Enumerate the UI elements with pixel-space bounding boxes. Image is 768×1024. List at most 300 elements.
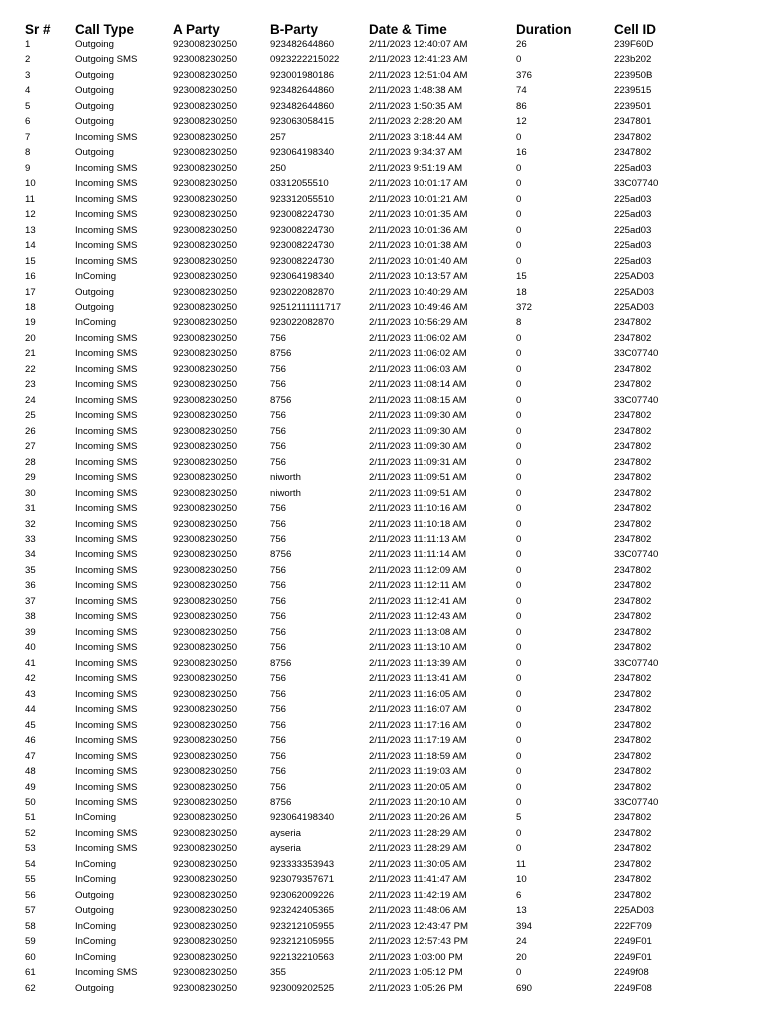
- call-type-cell: InComing: [75, 812, 117, 824]
- date-time-cell: 2/11/2023 11:13:39 AM: [369, 657, 467, 669]
- a-party-cell: 923008230250: [173, 936, 238, 948]
- b-party-cell: 756: [270, 425, 287, 437]
- table-row: [0, 903, 768, 918]
- call-type-cell: Outgoing: [75, 39, 114, 50]
- a-party-cell: 923008230250: [173, 874, 238, 886]
- table-row: [0, 810, 768, 825]
- a-party-cell: 923008230250: [173, 394, 238, 406]
- date-time-cell: 2/11/2023 11:20:05 AM: [369, 781, 467, 793]
- a-party-cell: 923008230250: [173, 487, 238, 499]
- sr-cell: 27: [25, 441, 36, 453]
- a-party-cell: 923008230250: [173, 503, 238, 515]
- b-party-cell: 922132210563: [270, 951, 335, 963]
- table-row: [0, 331, 768, 346]
- sr-cell: 61: [25, 967, 36, 979]
- table-row: [0, 393, 768, 408]
- a-party-cell: 923008230250: [173, 905, 238, 917]
- sr-cell: 11: [25, 193, 35, 205]
- call-type-cell: Outgoing: [75, 286, 114, 298]
- date-time-cell: 2/11/2023 11:10:18 AM: [369, 518, 467, 530]
- header-a-party: A Party: [173, 22, 220, 37]
- table-row: [0, 965, 768, 980]
- a-party-cell: 923008230250: [173, 379, 238, 391]
- a-party-cell: 923008230250: [173, 580, 238, 592]
- call-type-cell: Incoming SMS: [75, 580, 138, 592]
- b-party-cell: 756: [270, 626, 287, 638]
- duration-cell: 0: [516, 456, 522, 468]
- sr-cell: 39: [25, 626, 36, 638]
- call-type-cell: Outgoing: [75, 889, 114, 901]
- call-type-cell: InComing: [75, 271, 117, 283]
- cell-id-cell: 2347802: [614, 704, 652, 716]
- call-type-cell: InComing: [75, 951, 117, 963]
- duration-cell: 0: [516, 534, 522, 545]
- b-party-cell: 756: [270, 673, 287, 685]
- table-body: [0, 37, 768, 996]
- b-party-cell: 756: [270, 611, 287, 623]
- a-party-cell: 923008230250: [173, 69, 238, 81]
- a-party-cell: 923008230250: [173, 735, 238, 747]
- duration-cell: 20: [516, 951, 527, 963]
- b-party-cell: 756: [270, 688, 287, 700]
- date-time-cell: 2/11/2023 11:09:31 AM: [369, 456, 467, 468]
- duration-cell: 0: [516, 162, 522, 174]
- date-time-cell: 2/11/2023 12:41:23 AM: [369, 54, 468, 66]
- table-row: [0, 532, 768, 547]
- date-time-cell: 2/11/2023 10:01:40 AM: [369, 255, 468, 267]
- sr-cell: 38: [25, 611, 36, 623]
- cell-id-cell: 2239501: [614, 100, 652, 112]
- b-party-cell: 923212105955: [270, 920, 335, 932]
- duration-cell: 0: [516, 363, 522, 375]
- table-row: [0, 207, 768, 222]
- b-party-cell: 756: [270, 534, 287, 545]
- table-row: [0, 501, 768, 516]
- date-time-cell: 2/11/2023 11:19:03 AM: [369, 766, 467, 778]
- call-type-cell: Incoming SMS: [75, 967, 138, 979]
- date-time-cell: 2/11/2023 12:40:07 AM: [369, 39, 468, 50]
- a-party-cell: 923008230250: [173, 209, 238, 221]
- sr-cell: 17: [25, 286, 36, 298]
- table-row: [0, 470, 768, 485]
- cell-id-cell: 2249F08: [614, 982, 652, 994]
- duration-cell: 0: [516, 595, 522, 607]
- duration-cell: 15: [516, 271, 527, 283]
- sr-cell: 12: [25, 209, 36, 221]
- b-party-cell: 923064198340: [270, 271, 335, 283]
- table-row: [0, 130, 768, 145]
- table-row: [0, 377, 768, 392]
- table-row: [0, 888, 768, 903]
- call-type-cell: InComing: [75, 317, 117, 329]
- header-b-party: B-Party: [270, 22, 319, 37]
- b-party-cell: 8756: [270, 348, 292, 360]
- a-party-cell: 923008230250: [173, 39, 238, 50]
- call-type-cell: Incoming SMS: [75, 657, 138, 669]
- sr-cell: 60: [25, 951, 36, 963]
- b-party-cell: 257: [270, 131, 287, 143]
- b-party-cell: 8756: [270, 657, 292, 669]
- cell-id-cell: 2347802: [614, 564, 652, 576]
- a-party-cell: 923008230250: [173, 781, 238, 793]
- call-type-cell: InComing: [75, 936, 117, 948]
- b-party-cell: 355: [270, 967, 287, 979]
- cell-id-cell: 2347802: [614, 441, 652, 453]
- table-row: [0, 300, 768, 315]
- a-party-cell: 923008230250: [173, 240, 238, 252]
- date-time-cell: 2/11/2023 10:01:36 AM: [369, 224, 468, 236]
- a-party-cell: 923008230250: [173, 688, 238, 700]
- sr-cell: 62: [25, 982, 36, 994]
- table-row: [0, 455, 768, 470]
- table-row: [0, 594, 768, 609]
- a-party-cell: 923008230250: [173, 255, 238, 267]
- call-type-cell: Incoming SMS: [75, 363, 138, 375]
- duration-cell: 0: [516, 441, 522, 453]
- table-row: [0, 950, 768, 965]
- b-party-cell: 923064198340: [270, 812, 335, 824]
- table-row: [0, 857, 768, 872]
- b-party-cell: 923022082870: [270, 286, 335, 298]
- table-row: [0, 578, 768, 593]
- cell-id-cell: 2347802: [614, 843, 652, 855]
- date-time-cell: 2/11/2023 11:09:30 AM: [369, 441, 467, 453]
- table-row: [0, 625, 768, 640]
- table-row: [0, 872, 768, 887]
- call-type-cell: Incoming SMS: [75, 348, 138, 360]
- cell-id-cell: 2347802: [614, 858, 652, 870]
- duration-cell: 0: [516, 626, 522, 638]
- date-time-cell: 2/11/2023 11:16:05 AM: [369, 688, 467, 700]
- a-party-cell: 923008230250: [173, 193, 238, 205]
- call-type-cell: Incoming SMS: [75, 673, 138, 685]
- call-type-cell: Outgoing: [75, 301, 114, 313]
- duration-cell: 0: [516, 967, 522, 979]
- table-row: [0, 919, 768, 934]
- cell-id-cell: 2347802: [614, 750, 652, 762]
- b-party-cell: 756: [270, 518, 287, 530]
- call-type-cell: Incoming SMS: [75, 332, 138, 344]
- table-row: [0, 223, 768, 238]
- a-party-cell: 923008230250: [173, 549, 238, 561]
- b-party-cell: 923008224730: [270, 255, 335, 267]
- date-time-cell: 2/11/2023 11:06:03 AM: [369, 363, 467, 375]
- call-type-cell: Outgoing: [75, 100, 114, 112]
- cell-id-cell: 2347802: [614, 131, 652, 143]
- call-type-cell: InComing: [75, 874, 117, 886]
- sr-cell: 16: [25, 271, 36, 283]
- sr-cell: 46: [25, 735, 36, 747]
- duration-cell: 11: [516, 858, 526, 870]
- date-time-cell: 2/11/2023 11:17:16 AM: [369, 719, 467, 731]
- table-row: [0, 733, 768, 748]
- sr-cell: 54: [25, 858, 36, 870]
- a-party-cell: 923008230250: [173, 518, 238, 530]
- sr-cell: 57: [25, 905, 36, 917]
- table-row: [0, 238, 768, 253]
- b-party-cell: 756: [270, 766, 287, 778]
- cell-id-cell: 2249F01: [614, 951, 652, 963]
- b-party-cell: 923022082870: [270, 317, 335, 329]
- cell-id-cell: 225AD03: [614, 301, 655, 313]
- date-time-cell: 2/11/2023 11:17:19 AM: [369, 735, 467, 747]
- duration-cell: 0: [516, 549, 522, 561]
- sr-cell: 42: [25, 673, 36, 685]
- call-type-cell: Outgoing: [75, 147, 114, 159]
- cell-id-cell: 2347802: [614, 673, 652, 685]
- call-type-cell: Outgoing: [75, 905, 114, 917]
- cell-id-cell: 2239515: [614, 85, 652, 97]
- call-type-cell: Incoming SMS: [75, 379, 138, 391]
- call-type-cell: Incoming SMS: [75, 595, 138, 607]
- a-party-cell: 923008230250: [173, 271, 238, 283]
- a-party-cell: 923008230250: [173, 982, 238, 994]
- cell-id-cell: 225ad03: [614, 255, 652, 267]
- cell-id-cell: 33C07740: [614, 178, 659, 190]
- table-row: [0, 285, 768, 300]
- date-time-cell: 2/11/2023 9:34:37 AM: [369, 147, 463, 159]
- sr-cell: 52: [25, 827, 36, 839]
- duration-cell: 394: [516, 920, 533, 932]
- table-row: [0, 547, 768, 562]
- cell-id-cell: 222F709: [614, 920, 652, 932]
- b-party-cell: 923064198340: [270, 147, 335, 159]
- date-time-cell: 2/11/2023 12:43:47 PM: [369, 920, 469, 932]
- a-party-cell: 923008230250: [173, 858, 238, 870]
- call-type-cell: Incoming SMS: [75, 425, 138, 437]
- a-party-cell: 923008230250: [173, 719, 238, 731]
- date-time-cell: 2/11/2023 10:01:17 AM: [369, 178, 468, 190]
- cell-id-cell: 33C07740: [614, 348, 659, 360]
- call-type-cell: Incoming SMS: [75, 626, 138, 638]
- duration-cell: 0: [516, 657, 522, 669]
- table-row: [0, 145, 768, 160]
- b-party-cell: 923008224730: [270, 240, 335, 252]
- duration-cell: 0: [516, 224, 522, 236]
- sr-cell: 21: [25, 348, 36, 360]
- duration-cell: 10: [516, 874, 527, 886]
- b-party-cell: niworth: [270, 472, 301, 484]
- call-type-cell: Incoming SMS: [75, 518, 138, 530]
- a-party-cell: 923008230250: [173, 827, 238, 839]
- a-party-cell: 923008230250: [173, 564, 238, 576]
- a-party-cell: 923008230250: [173, 812, 238, 824]
- call-type-cell: Outgoing: [75, 69, 114, 81]
- call-type-cell: Incoming SMS: [75, 441, 138, 453]
- duration-cell: 0: [516, 843, 522, 855]
- date-time-cell: 2/11/2023 9:51:19 AM: [369, 162, 463, 174]
- date-time-cell: 2/11/2023 11:11:13 AM: [369, 534, 467, 545]
- duration-cell: 0: [516, 580, 522, 592]
- duration-cell: 12: [516, 116, 527, 128]
- call-type-cell: Incoming SMS: [75, 162, 138, 174]
- a-party-cell: 923008230250: [173, 224, 238, 236]
- call-type-cell: Outgoing: [75, 116, 114, 128]
- table-row: [0, 749, 768, 764]
- call-type-cell: Incoming SMS: [75, 487, 138, 499]
- b-party-cell: 756: [270, 580, 287, 592]
- b-party-cell: 756: [270, 595, 287, 607]
- call-type-cell: Incoming SMS: [75, 781, 138, 793]
- b-party-cell: 0923222215022: [270, 54, 340, 66]
- b-party-cell: 756: [270, 750, 287, 762]
- duration-cell: 0: [516, 688, 522, 700]
- cell-id-cell: 33C07740: [614, 657, 659, 669]
- call-type-cell: Incoming SMS: [75, 410, 138, 422]
- cell-id-cell: 2347802: [614, 147, 652, 159]
- call-type-cell: Outgoing SMS: [75, 54, 138, 66]
- duration-cell: 0: [516, 487, 522, 499]
- cell-id-cell: 2347802: [614, 503, 652, 515]
- date-time-cell: 2/11/2023 10:01:38 AM: [369, 240, 468, 252]
- table-row: [0, 764, 768, 779]
- table-row: [0, 52, 768, 67]
- sr-cell: 2: [25, 54, 31, 66]
- table-row: [0, 114, 768, 129]
- cell-id-cell: 225ad03: [614, 240, 652, 252]
- date-time-cell: 2/11/2023 1:05:26 PM: [369, 982, 463, 994]
- sr-cell: 10: [25, 178, 36, 190]
- call-type-cell: Incoming SMS: [75, 796, 138, 808]
- sr-cell: 24: [25, 394, 36, 406]
- date-time-cell: 2/11/2023 11:13:10 AM: [369, 642, 467, 654]
- sr-cell: 28: [25, 456, 36, 468]
- cell-id-cell: 2347802: [614, 688, 652, 700]
- sr-cell: 14: [25, 240, 36, 252]
- a-party-cell: 923008230250: [173, 410, 238, 422]
- table-row: [0, 83, 768, 98]
- table-row: [0, 192, 768, 207]
- sr-cell: 25: [25, 410, 36, 422]
- date-time-cell: 2/11/2023 2:28:20 AM: [369, 116, 463, 128]
- duration-cell: 0: [516, 611, 522, 623]
- cell-id-cell: 223b202: [614, 54, 652, 66]
- sr-cell: 22: [25, 363, 36, 375]
- sr-cell: 3: [25, 69, 31, 81]
- cell-id-cell: 225AD03: [614, 905, 655, 917]
- date-time-cell: 2/11/2023 11:30:05 AM: [369, 858, 467, 870]
- date-time-cell: 2/11/2023 11:10:16 AM: [369, 503, 467, 515]
- call-type-cell: Incoming SMS: [75, 735, 138, 747]
- duration-cell: 0: [516, 178, 522, 190]
- call-type-cell: Incoming SMS: [75, 611, 138, 623]
- table-row: [0, 795, 768, 810]
- sr-cell: 43: [25, 688, 36, 700]
- a-party-cell: 923008230250: [173, 147, 238, 159]
- date-time-cell: 2/11/2023 1:05:12 PM: [369, 967, 463, 979]
- b-party-cell: 8756: [270, 394, 292, 406]
- sr-cell: 7: [25, 131, 31, 143]
- b-party-cell: 03312055510: [270, 178, 329, 190]
- cell-id-cell: 239F60D: [614, 39, 654, 50]
- date-time-cell: 2/11/2023 1:48:38 AM: [369, 85, 463, 97]
- sr-cell: 55: [25, 874, 36, 886]
- b-party-cell: 756: [270, 781, 287, 793]
- b-party-cell: 923001980186: [270, 69, 335, 81]
- sr-cell: 33: [25, 534, 36, 545]
- b-party-cell: 923212105955: [270, 936, 335, 948]
- cell-id-cell: 2347802: [614, 642, 652, 654]
- sr-cell: 37: [25, 595, 36, 607]
- header-call-type: Call Type: [75, 22, 135, 37]
- table-row: [0, 841, 768, 856]
- table-row: [0, 439, 768, 454]
- date-time-cell: 2/11/2023 10:56:29 AM: [369, 317, 468, 329]
- b-party-cell: 250: [270, 162, 287, 174]
- duration-cell: 86: [516, 100, 527, 112]
- cell-id-cell: 2347802: [614, 410, 652, 422]
- date-time-cell: 2/11/2023 11:09:51 AM: [369, 472, 467, 484]
- table-row: [0, 346, 768, 361]
- sr-cell: 18: [25, 301, 36, 313]
- sr-cell: 41: [25, 657, 36, 669]
- header-sr: Sr #: [25, 22, 51, 37]
- b-party-cell: 92512111111717: [270, 301, 342, 313]
- sr-cell: 59: [25, 936, 36, 948]
- cell-id-cell: 33C07740: [614, 549, 659, 561]
- sr-cell: 6: [25, 116, 31, 128]
- cell-id-cell: 2347802: [614, 827, 652, 839]
- date-time-cell: 2/11/2023 11:12:43 AM: [369, 611, 467, 623]
- table-row: [0, 656, 768, 671]
- duration-cell: 0: [516, 766, 522, 778]
- date-time-cell: 2/11/2023 11:28:29 AM: [369, 843, 467, 855]
- call-type-cell: Incoming SMS: [75, 549, 138, 561]
- date-time-cell: 2/11/2023 11:08:14 AM: [369, 379, 467, 391]
- table-row: [0, 609, 768, 624]
- duration-cell: 376: [516, 69, 533, 81]
- sr-cell: 47: [25, 750, 36, 762]
- sr-cell: 19: [25, 317, 36, 329]
- date-time-cell: 2/11/2023 11:06:02 AM: [369, 332, 467, 344]
- call-type-cell: Outgoing: [75, 982, 114, 994]
- a-party-cell: 923008230250: [173, 967, 238, 979]
- a-party-cell: 923008230250: [173, 54, 238, 66]
- table-row: [0, 702, 768, 717]
- date-time-cell: 2/11/2023 11:12:41 AM: [369, 595, 467, 607]
- b-party-cell: 756: [270, 332, 287, 344]
- cell-id-cell: 2347802: [614, 595, 652, 607]
- call-type-cell: Incoming SMS: [75, 642, 138, 654]
- a-party-cell: 923008230250: [173, 286, 238, 298]
- a-party-cell: 923008230250: [173, 348, 238, 360]
- sr-cell: 48: [25, 766, 36, 778]
- table-row: [0, 37, 768, 52]
- call-type-cell: Incoming SMS: [75, 209, 138, 221]
- a-party-cell: 923008230250: [173, 534, 238, 545]
- a-party-cell: 923008230250: [173, 456, 238, 468]
- cell-id-cell: 2347802: [614, 487, 652, 499]
- b-party-cell: 923482644860: [270, 100, 335, 112]
- call-type-cell: Incoming SMS: [75, 255, 138, 267]
- cell-id-cell: 225ad03: [614, 224, 652, 236]
- b-party-cell: ayseria: [270, 843, 301, 855]
- duration-cell: 0: [516, 255, 522, 267]
- duration-cell: 0: [516, 348, 522, 360]
- cell-id-cell: 2347802: [614, 472, 652, 484]
- table-row: [0, 176, 768, 191]
- call-type-cell: Incoming SMS: [75, 750, 138, 762]
- call-type-cell: Incoming SMS: [75, 704, 138, 716]
- a-party-cell: 923008230250: [173, 116, 238, 128]
- cell-id-cell: 2347802: [614, 812, 652, 824]
- table-row: [0, 68, 768, 83]
- sr-cell: 1: [25, 39, 31, 50]
- a-party-cell: 923008230250: [173, 595, 238, 607]
- duration-cell: 0: [516, 673, 522, 685]
- b-party-cell: 923079357671: [270, 874, 335, 886]
- sr-cell: 35: [25, 564, 36, 576]
